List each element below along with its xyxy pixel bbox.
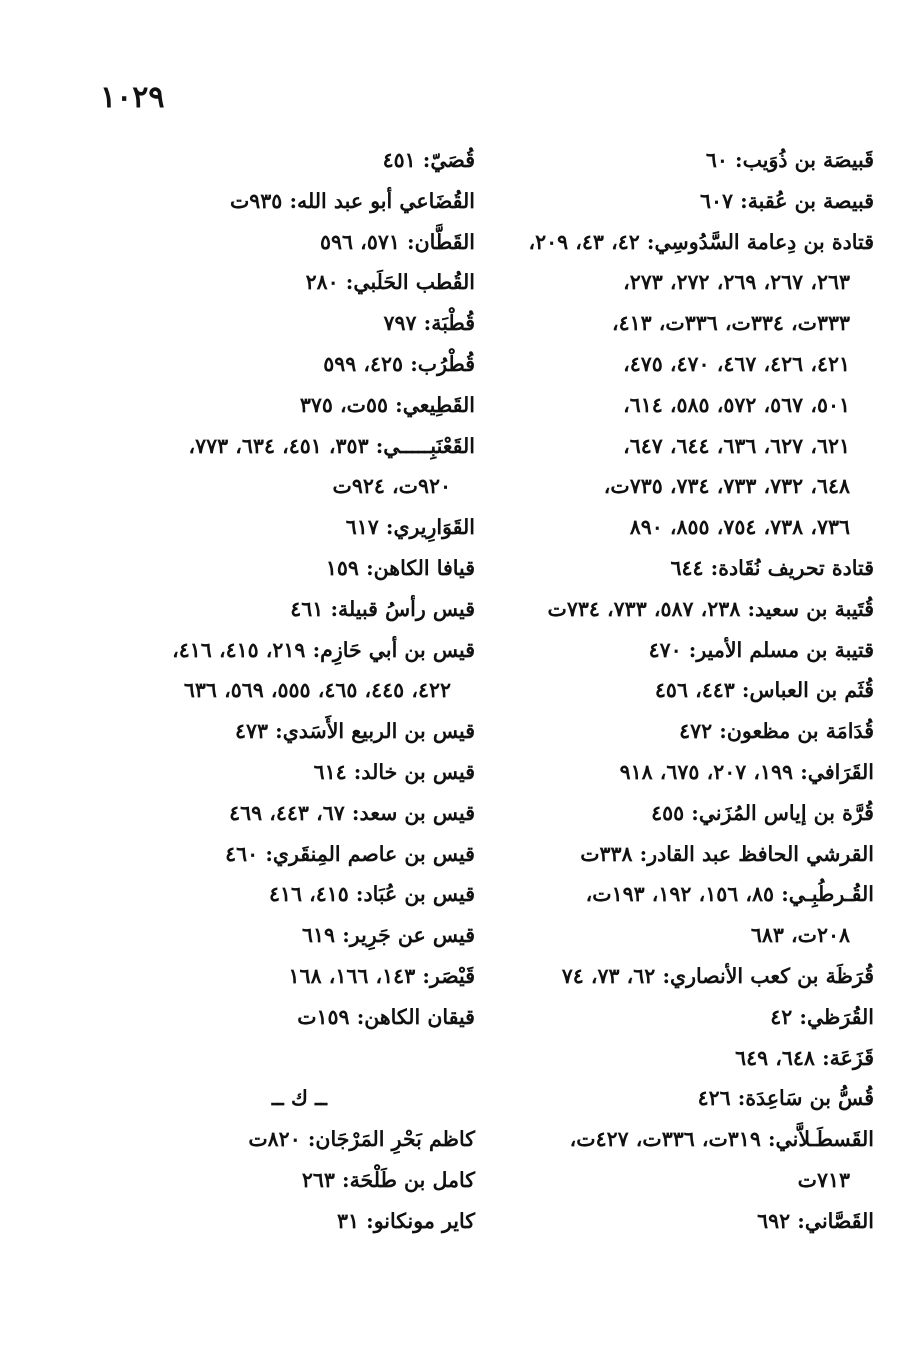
index-entry: قُثَم بن العباس: ٤٤٣، ٤٥٦ [654, 678, 874, 703]
index-entry: قُرَّة بن إياس المُزَني: ٤٥٥ [651, 800, 874, 825]
index-entry: القَطِيعي: ٥٥ت، ٣٧٥ [299, 392, 475, 417]
index-entry-continuation: ٦٤٨، ٧٣٢، ٧٣٣، ٧٣٤، ٧٣٥ت، [603, 474, 850, 499]
index-entry-continuation: ٤٢١، ٤٢٦، ٤٦٧، ٤٧٠، ٤٧٥، [623, 351, 850, 376]
index-entry-continuation: ٧١٣ت [797, 1167, 850, 1192]
index-entry: القَرَافي: ١٩٩، ٢٠٧، ٦٧٥، ٩١٨ [619, 759, 874, 784]
index-entry: قيس بن أبي حَازِم: ٢١٩، ٤١٥، ٤١٦، [172, 637, 475, 662]
index-entry: قتادة تحريف نُقَادة: ٦٤٤ [670, 555, 874, 580]
index-entry-continuation: ٣٣٣ت، ٣٣٤ت، ٣٣٦ت، ٤١٣، [612, 311, 850, 336]
index-list-qaf [140, 140, 475, 1038]
index-entry: قيس رأسُ قبيلة: ٤٦١ [290, 596, 475, 621]
index-entry: قيس بن الربيع الأَسَدي: ٤٧٣ [234, 719, 475, 744]
index-entry: قيس بن عاصم المِنقَري: ٤٦٠ [225, 841, 475, 866]
index-entry: قَيْصَر: ١٤٣، ١٦٦، ١٦٨ [288, 963, 475, 988]
index-entry: القُرَظي: ٤٢ [770, 1004, 874, 1029]
index-entry: قُطْبَة: ٧٩٧ [383, 311, 475, 336]
index-entry: قيقان الكاهن: ١٥٩ت [297, 1004, 475, 1029]
index-entry-continuation: ٢٠٨ت، ٦٨٣ [750, 923, 850, 948]
index-entry: القُضَاعي أبو عبد الله: ٩٣٥ت [229, 188, 475, 213]
section-heading: ــ ك ــ [271, 1086, 327, 1111]
index-entry: قُصَيّ: ٤٥١ [382, 148, 475, 172]
index-entry: قيافا الكاهن: ١٥٩ [325, 555, 475, 580]
index-entry: قُدَامَة بن مظعون: ٤٧٢ [679, 719, 874, 744]
index-entry: القَصَّاني: ٦٩٢ [757, 1208, 874, 1233]
index-entry: القرشي الحافظ عبد القادر: ٣٣٨ت [580, 841, 874, 866]
index-entry: قَبيصَة بن ذُوَيب: ٦٠ [705, 148, 874, 172]
index-entry: قُطْرُب: ٤٢٥، ٥٩٩ [323, 351, 475, 376]
index-entry-continuation: ٦٢١، ٦٢٧، ٦٣٦، ٦٤٤، ٦٤٧، [623, 433, 850, 458]
index-entry-continuation: ٢٦٣، ٢٦٧، ٢٦٩، ٢٧٢، ٢٧٣، [623, 270, 850, 295]
index-entry-continuation: ٧٣٦، ٧٣٨، ٧٥٤، ٨٥٥، ٨٩٠ [629, 515, 850, 540]
index-entry: القَوَارِيري: ٦١٧ [345, 515, 475, 540]
index-entry: القُـرطُبِـي: ٨٥، ١٥٦، ١٩٢، ١٩٣ت، [585, 882, 874, 907]
page-number: ١٠٢٩ [100, 80, 165, 115]
index-entry: قيس بن خالد: ٦١٤ [313, 759, 475, 784]
index-list-kaf [140, 1119, 475, 1241]
index-entry: قُتَيبة بن سعيد: ٢٣٨، ٥٨٧، ٧٣٣، ٧٣٤ت [547, 596, 874, 621]
index-entry-continuation: ٤٢٢، ٤٤٥، ٤٦٥، ٥٥٥، ٥٦٩، ٦٣٦ [183, 678, 451, 703]
index-entry: كامل بن طَلْحَة: ٢٦٣ [301, 1167, 475, 1192]
index-entry: كاير مونكانو: ٣١ [336, 1208, 475, 1233]
index-entry: كاظم بَحْرِ المَرْجَان: ٨٢٠ت [248, 1127, 475, 1152]
index-entry: القَطَّان: ٥٧١، ٥٩٦ [320, 229, 475, 254]
index-entry: قُسُّ بن سَاعِدَة: ٤٢٦ [697, 1086, 874, 1111]
index-entry: قَزَعَة: ٦٤٨، ٦٤٩ [735, 1045, 874, 1070]
index-entry: قتادة بن دِعامة السَّدُوسِي: ٤٢، ٤٣، ٢٠٩، [528, 229, 874, 254]
index-entry: قيس بن سعد: ٦٧، ٤٤٣، ٤٦٩ [229, 800, 475, 825]
index-entry: القَسطَـلاَّني: ٣١٩ت، ٣٣٦ت، ٤٢٧ت، [569, 1127, 874, 1152]
index-entry: القَعْنَبِـــــي: ٣٥٣، ٤٥١، ٦٣٤، ٧٧٣، [188, 433, 475, 458]
index-entry: قُرَظَة بن كعب الأنصاري: ٦٢، ٧٣، ٧٤ [561, 963, 874, 988]
index-entry: القُطب الحَلَبي: ٢٨٠ [305, 270, 475, 295]
index-entry-continuation: ٩٢٠ت، ٩٢٤ت [332, 474, 451, 499]
index-entry: قيس بن عُبَاد: ٤١٥، ٤١٦ [268, 882, 475, 907]
index-column-left [140, 140, 475, 1242]
spacer [140, 1038, 475, 1079]
index-column-right [489, 140, 874, 1242]
index-entry: قبيصة بن عُقبة: ٦٠٧ [699, 188, 874, 213]
index-entry: قتيبة بن مسلم الأمير: ٤٧٠ [648, 637, 874, 662]
index-entry-continuation: ٥٠١، ٥٦٧، ٥٧٢، ٥٨٥، ٦١٤، [623, 392, 850, 417]
index-entry: قيس عن جَرِير: ٦١٩ [302, 923, 475, 948]
